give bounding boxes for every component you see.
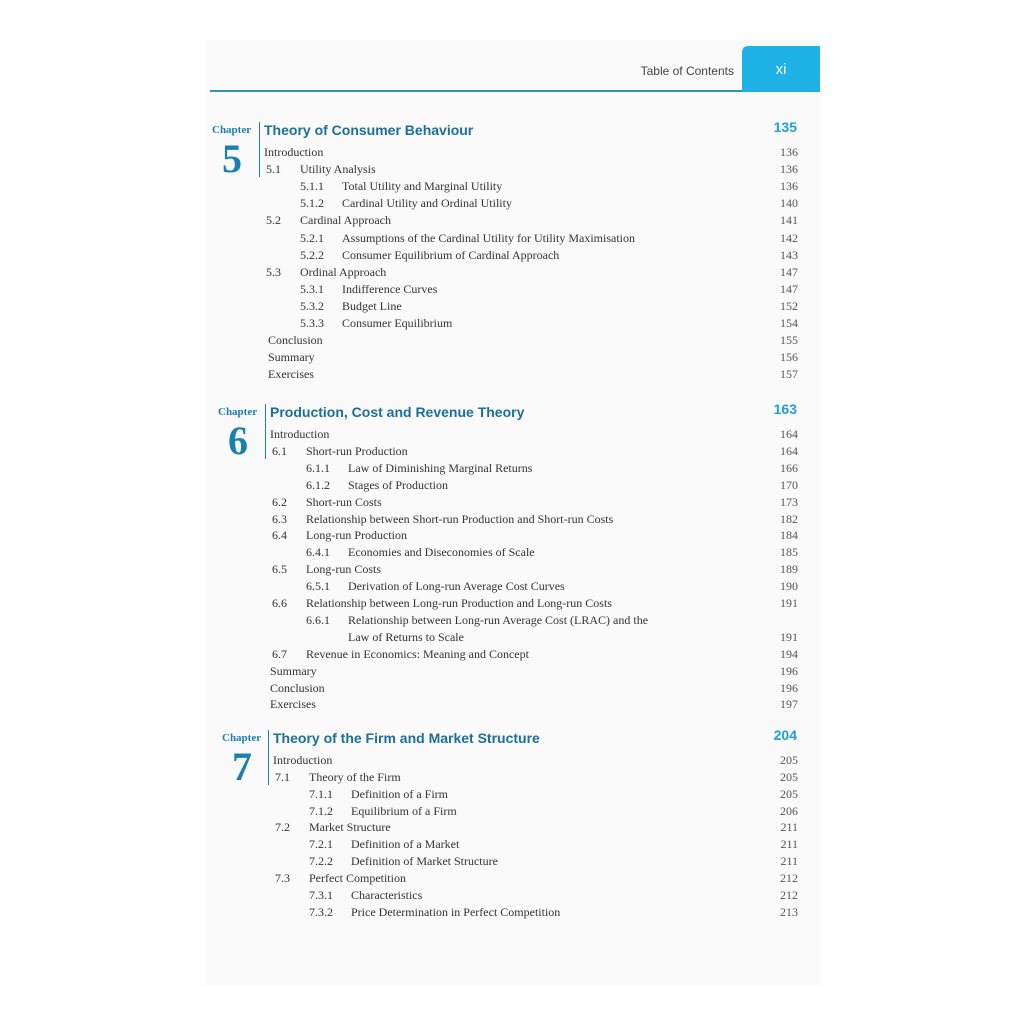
entry-number: 7.1.1 [309,786,333,801]
entry-number: 6.2 [272,494,287,509]
chapter-divider [259,122,260,177]
entry-number: 5.1.2 [300,196,324,211]
entry-number: 7.1 [275,769,290,784]
entry-title: Conclusion [268,333,323,348]
entry-title: Stages of Production [348,477,448,492]
chapter-number: 6 [228,418,248,463]
entry-number: 5.3 [266,264,281,279]
entry-page-number: 211 [780,837,798,852]
entry-number: 7.2.1 [309,837,333,852]
entry-number: 5.2.1 [300,230,324,245]
chapter-page-number: 163 [773,401,797,417]
entry-page-number: 194 [780,646,798,661]
chapter-divider [265,404,266,459]
entry-title: Revenue in Economics: Meaning and Concept [306,646,529,661]
entry-page-number: 211 [780,820,798,835]
entry-title: Budget Line [342,298,402,313]
entry-title: Summary [268,350,315,365]
entry-page-number: 152 [780,298,798,313]
entry-page-number: 196 [780,663,798,678]
entry-title: Summary [270,663,317,678]
entry-title: Relationship between Long-run Production and Long-run Costs [306,596,612,610]
entry-page-number: 173 [780,494,798,509]
entry-page-number: 196 [780,680,798,695]
entry-title: Cardinal Approach [300,213,391,228]
entry-title: Consumer Equilibrium of Cardinal Approach [342,247,560,262]
entry-page-number: 191 [780,629,798,644]
entry-title: Assumptions of the Cardinal Utility for Utility Maximisation [342,230,635,245]
entry-number: 6.5 [272,562,287,577]
entry-title: Perfect Competition [309,870,406,885]
entry-number: 5.2 [266,213,281,228]
entry-page-number: 136 [780,162,798,177]
entry-title: Law of Diminishing Marginal Returns [348,460,533,475]
entry-number: 6.3 [272,511,287,526]
entry-number: 6.1.2 [306,477,330,492]
entry-page-number: 164 [780,443,798,458]
entry-page-number: 147 [780,264,798,279]
entry-number: 7.3 [275,870,290,885]
entry-number: 6.6 [272,596,287,610]
entry-title: Relationship between Long-run Average Cost (LRAC) and the [348,612,649,627]
entry-title: Utility Analysis [300,162,376,177]
chapter-divider [268,730,269,785]
entry-title: Introduction [264,145,324,159]
entry-title: Relationship between Short-run Production and Short-run Costs [306,511,614,526]
entry-page-number: 184 [780,528,798,543]
entry-page-number: 164 [780,427,798,441]
entry-number: 7.3.1 [309,887,333,902]
entry-title: Long-run Costs [306,562,381,577]
chapter-title: Production, Cost and Revenue Theory [270,404,525,420]
entry-page-number: 205 [780,769,798,784]
entry-number: 7.1.2 [309,803,333,818]
entry-title: Conclusion [270,680,325,695]
entry-title: Introduction [270,427,330,441]
entry-number: 6.1.1 [306,460,330,475]
entry-title: Definition of Market Structure [351,854,498,869]
entry-page-number: 212 [780,887,798,902]
entry-page-number: 197 [780,697,798,712]
chapter-label: Chapter [218,406,258,418]
chapter-page-number: 135 [773,119,797,135]
entry-page-number: 189 [780,562,798,577]
entry-page-number: 190 [780,579,798,594]
entry-title: Short-run Costs [306,494,382,509]
entry-title: Characteristics [351,887,423,902]
entry-page-number: 166 [780,460,798,475]
entry-page-number: 191 [780,596,798,610]
entry-page-number: 182 [780,511,798,526]
chapter-label: Chapter [212,124,252,136]
entry-page-number: 155 [780,333,798,348]
entry-title: Market Structure [309,820,391,835]
entry-title: Equilibrium of a Firm [351,803,457,818]
entry-title: Price Determination in Perfect Competition [351,904,561,919]
page-number: xi [775,60,787,78]
entry-page-number: 143 [780,247,798,262]
chapter-title: Theory of the Firm and Market Structure [273,730,540,746]
entry-page-number: 205 [780,786,798,801]
header-rule [210,90,820,92]
entry-title: Ordinal Approach [300,264,387,279]
entry-number: 5.3.3 [300,316,324,330]
entry-page-number: 185 [780,545,798,560]
entry-number: 6.4 [272,528,287,543]
entry-title: Definition of a Market [351,837,460,852]
entry-number: 6.6.1 [306,612,330,627]
entry-title: Exercises [270,697,316,712]
chapter-label: Chapter [222,732,262,744]
entry-number: 7.3.2 [309,904,333,919]
page-number-tab [742,46,820,92]
entry-title: Long-run Production [306,528,407,543]
entry-page-number: 213 [780,904,798,919]
entry-number: 7.2.2 [309,854,333,869]
entry-number: 6.4.1 [306,545,330,560]
running-header: Table of Contents [640,64,734,78]
entry-number: 7.2 [275,820,290,835]
entry-page-number: 142 [780,230,798,245]
entry-title: Short-run Production [306,443,408,458]
entry-title: Introduction [273,753,333,767]
entry-number: 5.1.1 [300,179,324,194]
entry-title: Definition of a Firm [351,786,448,801]
entry-page-number: 154 [780,316,798,330]
entry-title: Total Utility and Marginal Utility [342,179,503,194]
entry-number: 5.2.2 [300,247,324,262]
entry-title: Law of Returns to Scale [348,629,464,644]
entry-title: Derivation of Long-run Average Cost Curves [348,579,565,594]
entry-page-number: 141 [780,213,798,228]
entry-page-number: 206 [780,803,798,818]
entry-number: 5.1 [266,162,281,177]
entry-page-number: 157 [780,367,798,382]
entry-page-number: 211 [780,854,798,869]
entry-number: 6.1 [272,443,287,458]
entry-title: Exercises [268,367,314,382]
entry-page-number: 136 [780,179,798,194]
entry-number: 6.5.1 [306,579,330,594]
entry-title: Cardinal Utility and Ordinal Utility [342,196,512,211]
entry-title: Theory of the Firm [309,769,401,784]
chapter-number: 5 [222,136,242,181]
entry-title: Economies and Diseconomies of Scale [348,545,535,560]
entry-number: 5.3.2 [300,298,324,313]
entry-page-number: 136 [780,145,798,159]
chapter-title: Theory of Consumer Behaviour [264,122,474,138]
entry-title: Consumer Equilibrium [342,316,453,330]
entry-title: Indifference Curves [342,281,438,296]
entry-page-number: 205 [780,753,798,767]
entry-number: 5.3.1 [300,281,324,296]
entry-page-number: 147 [780,281,798,296]
entry-page-number: 170 [780,477,798,492]
entry-page-number: 140 [780,196,798,211]
chapter-number: 7 [232,744,252,789]
entry-number: 6.7 [272,646,287,661]
chapter-page-number: 204 [773,727,797,743]
entry-page-number: 212 [780,870,798,885]
entry-page-number: 156 [780,350,798,365]
